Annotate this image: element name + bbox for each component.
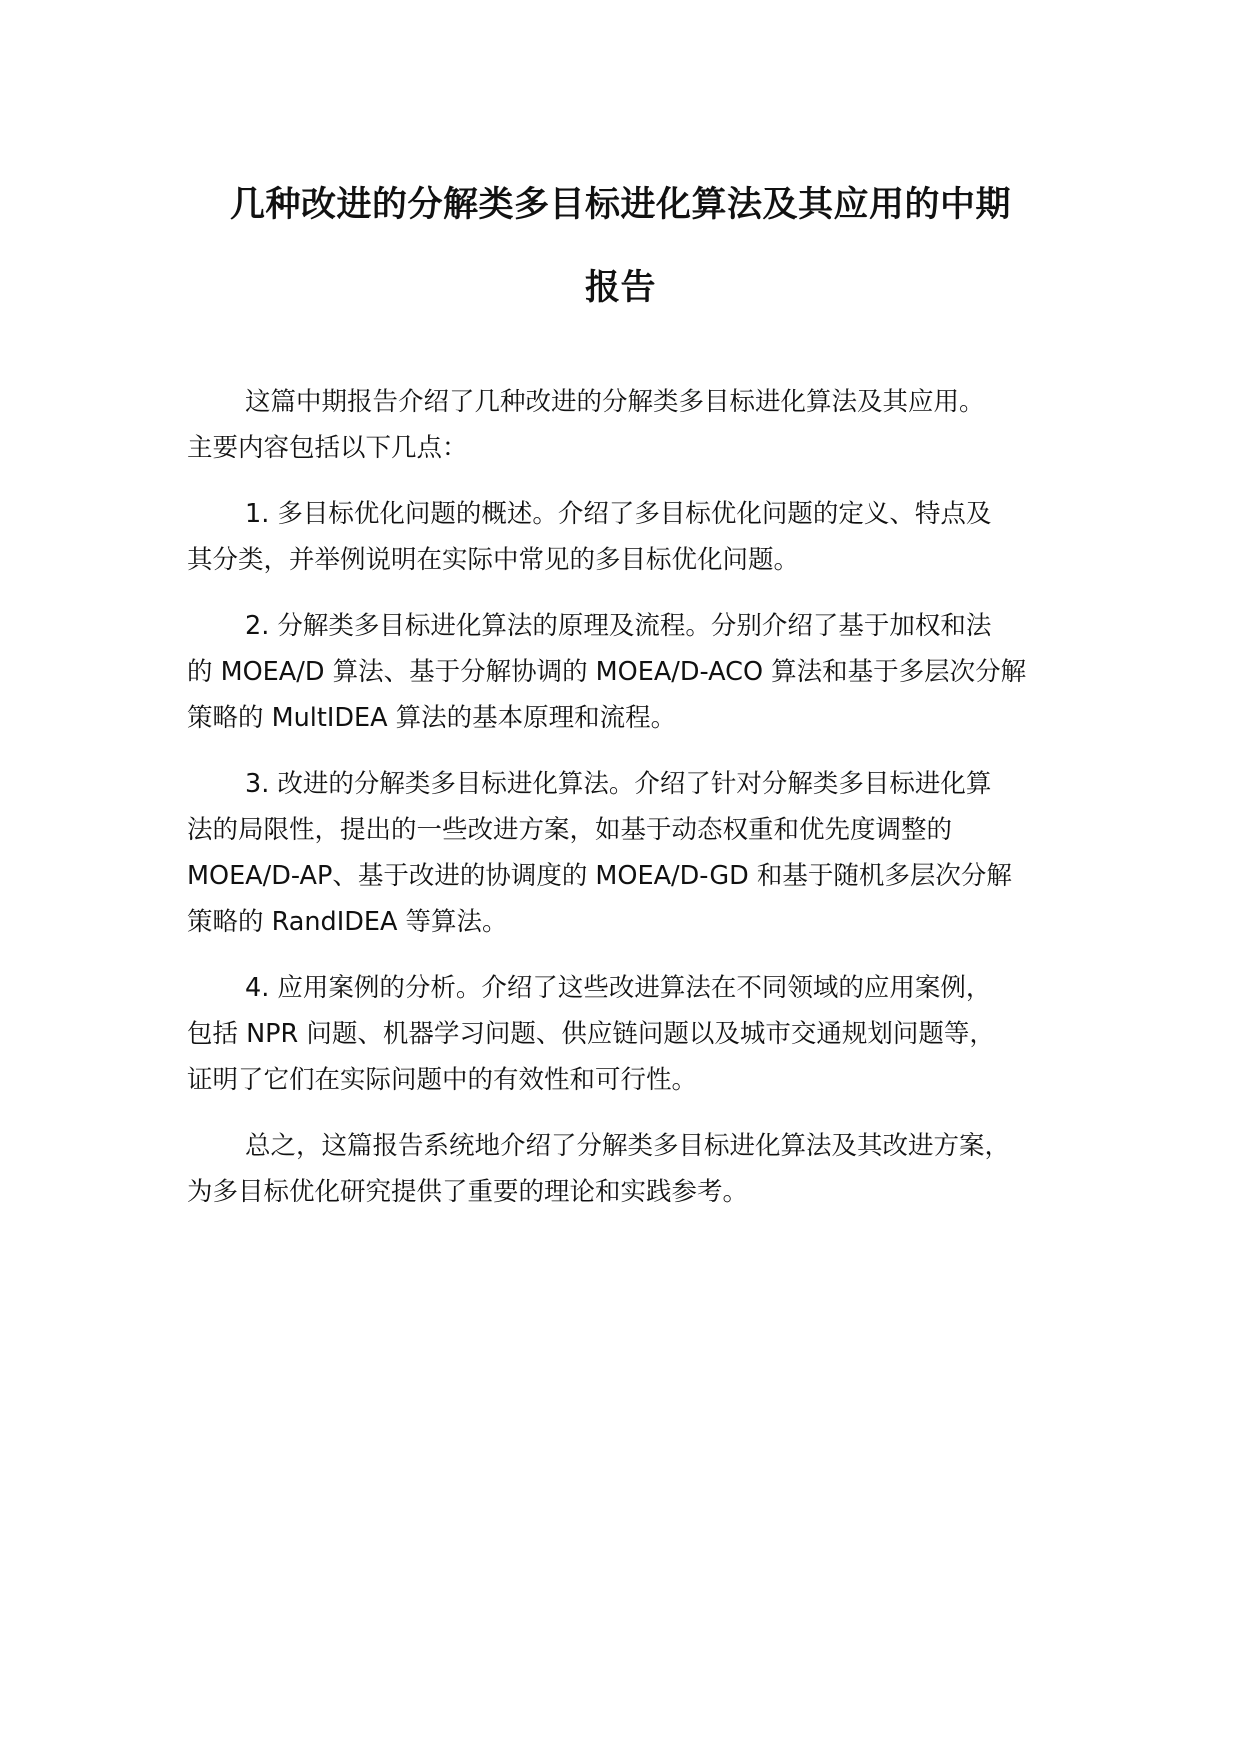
paragraph-conclusion bbox=[187, 1123, 1092, 1215]
paragraph-line: 主要内容包括以下几点： bbox=[187, 433, 468, 463]
paragraph-line: 证明了它们在实际问题中的有效性和可行性。 bbox=[187, 1065, 698, 1095]
paragraph-intro bbox=[187, 379, 1092, 471]
paragraph-line: 4. 应用案例的分析。介绍了这些改进算法在不同领域的应用案例， bbox=[245, 973, 992, 1003]
document-body bbox=[187, 379, 1092, 1235]
paragraph-point-2 bbox=[187, 603, 1092, 741]
paragraph-point-4 bbox=[187, 965, 1092, 1103]
paragraph-line: 为多目标优化研究提供了重要的理论和实践参考。 bbox=[187, 1177, 749, 1207]
paragraph-line: 策略的 RandIDEA 等算法。 bbox=[187, 907, 508, 937]
paragraph-point-3 bbox=[187, 761, 1092, 945]
paragraph-line: 法的局限性，提出的一些改进方案，如基于动态权重和优先度调整的 bbox=[187, 815, 953, 845]
paragraph-line: 包括 NPR 问题、机器学习问题、供应链问题以及城市交通规划问题等， bbox=[187, 1019, 995, 1049]
paragraph-point-1 bbox=[187, 491, 1092, 583]
paragraph-line: 3. 改进的分解类多目标进化算法。介绍了针对分解类多目标进化算 bbox=[245, 769, 992, 799]
paragraph-line: 1. 多目标优化问题的概述。介绍了多目标优化问题的定义、特点及 bbox=[245, 499, 992, 529]
paragraph-line: 2. 分解类多目标进化算法的原理及流程。分别介绍了基于加权和法 bbox=[245, 611, 992, 641]
page-title-line-2: 报告 bbox=[584, 268, 656, 308]
paragraph-line: 这篇中期报告介绍了几种改进的分解类多目标进化算法及其应用。 bbox=[245, 387, 985, 417]
page-title-line-1: 几种改进的分解类多目标进化算法及其应用的中期 bbox=[229, 185, 1011, 225]
paragraph-line: 总之，这篇报告系统地介绍了分解类多目标进化算法及其改进方案， bbox=[245, 1131, 1011, 1161]
paragraph-line: 策略的 MultIDEA 算法的基本原理和流程。 bbox=[187, 703, 677, 733]
paragraph-line: MOEA/D-AP、基于改进的协调度的 MOEA/D-GD 和基于随机多层次分解 bbox=[187, 861, 1012, 891]
paragraph-line: 其分类，并举例说明在实际中常见的多目标优化问题。 bbox=[187, 545, 800, 575]
paragraph-line: 的 MOEA/D 算法、基于分解协调的 MOEA/D-ACO 算法和基于多层次分解 bbox=[187, 657, 1027, 687]
